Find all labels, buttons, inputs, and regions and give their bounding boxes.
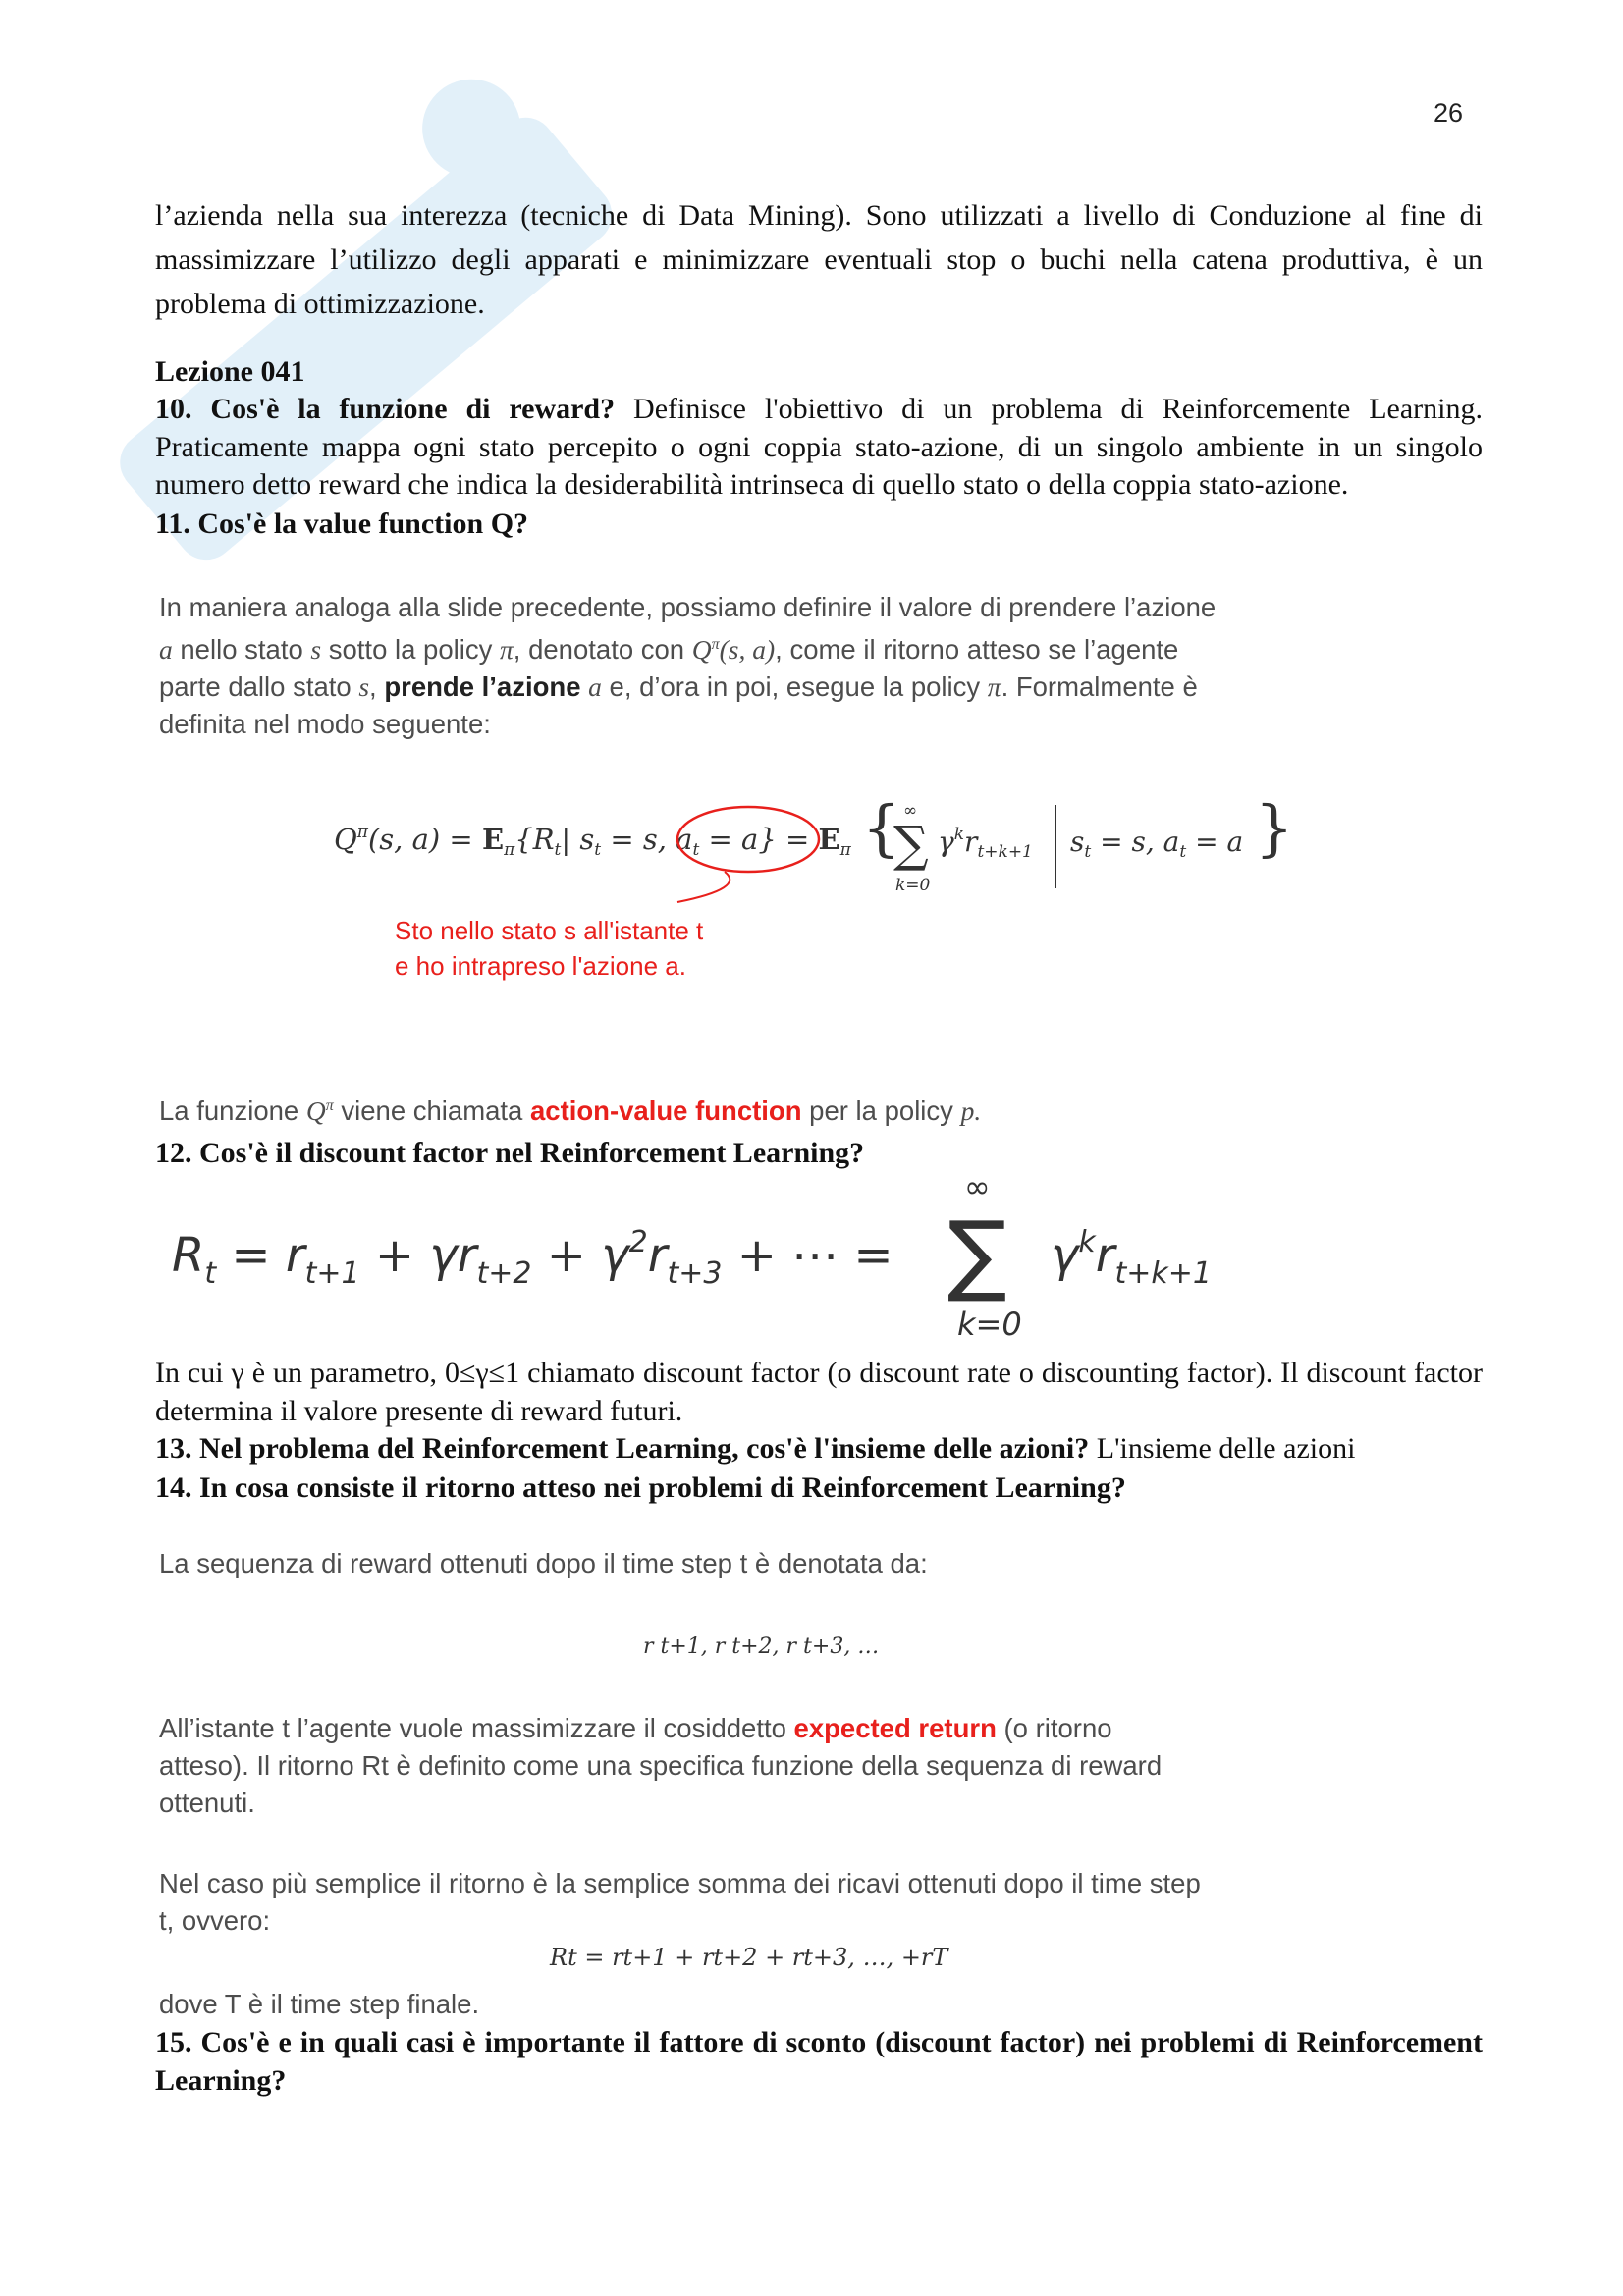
svg-text:γkrt+k+1: $\gamma^kr_{t+k+1}$ xyxy=(938,825,1033,862)
lesson-title: Lezione 041 xyxy=(155,355,305,388)
intro-paragraph: l’azienda nella sua interezza (tecniche di Data Mining). Sono utilizzati a livello di Conduzione al fine di massimizzare l’utilizzo degli apparati e minimizzare eventuali stop o buchi nella catena produttiva, è un problema di ottimizzazione. xyxy=(155,199,1483,320)
q-function-formula xyxy=(324,780,1306,908)
formula-annotation xyxy=(395,913,703,984)
q14-slide-line1: La sequenza di reward ottenuti dopo il time step t è denotata da: xyxy=(159,1548,928,1578)
q15-question: 15. Cos'è e in quali casi è importante il fattore di sconto (discount factor) nei problemi di Reinforcement Learning? xyxy=(155,2026,1483,2097)
q14-slide-p2 xyxy=(159,1710,1162,1822)
svg-text:∞: ∞ xyxy=(964,1168,991,1205)
q11-slide-line2: a nello stato s sotto la policy π, denotato con $Q^\pi(s$, a), come il ritorno atteso se l’agente xyxy=(159,634,1179,666)
return-sum-formula: Rt = rt+1 + rt+2 + rt+3, …, +rT xyxy=(550,1944,948,1971)
q12-question: 12. Cos'è il discount factor nel Reinforcement Learning? xyxy=(155,1137,865,1169)
q14-slide-p3 xyxy=(159,1865,1201,1940)
reward-sequence: r t+1, r t+2, r t+3, … xyxy=(643,1634,880,1659)
svg-text:}: } xyxy=(1255,792,1294,864)
annotation-line1: Sto nello stato s all'istante t xyxy=(395,916,704,945)
expected-return-highlight: expected return xyxy=(793,1713,997,1743)
q14-slide-p4: dove T è il time step finale. xyxy=(159,1989,480,2019)
q12-answer: In cui γ è un parametro, 0≤γ≤1 chiamato discount factor (o discount rate o discounting factor). Il discount factor determina il valore presente di reward futuri. xyxy=(155,1357,1483,1427)
page-number: 26 xyxy=(1434,98,1464,128)
q14-p3-line1: Nel caso più semplice il ritorno è la semplice somma dei ricavi ottenuti dopo il time step xyxy=(159,1868,1201,1898)
action-value-highlight: action-value function xyxy=(529,1095,802,1127)
q10-paragraph xyxy=(155,391,1483,505)
q14-p3-line2: t, ovvero: xyxy=(159,1905,271,1936)
q10-answer: Definisce l'obiettivo di un problema di Reinforcemente Learning. Praticamente mappa ogni stato percepito o ogni coppia stato-azione, di un singolo ambiente in un singolo numero detto reward che indica la desiderabilità intrinseca di quello stato o della coppia stato-azione. xyxy=(155,393,1484,501)
svg-text:k=0: k=0 xyxy=(895,876,931,895)
svg-text:Qπ(s, a) = Eπ{Rt| st = s, at =: $Q^\pi(s$, $a) = E_\pi\{R_t|$ $s_t = s$, $a_t = a\} = E_\pi$ xyxy=(334,823,851,860)
q11-slide-text xyxy=(159,589,1216,743)
svg-text:Rt = rt+1 + γrt+2 + γ2rt+3 + ⋯: $R_t = r_{t+1} + \gamma r_{t+2} + \gamma^2r_{t+3}$ + ⋯ = xyxy=(172,1225,893,1291)
q14-p2-line3: ottenuti. xyxy=(159,1788,255,1818)
q11-footer: La funzione $Q^\pi$ viene chiamata action-value function per la policy p. xyxy=(159,1095,982,1127)
q13-answer: L'insieme delle azioni xyxy=(1089,1432,1356,1465)
q14-p2-line1: All’istante t l’agente vuole massimizzare il cosiddetto expected return (o ritorno xyxy=(159,1713,1112,1743)
q14-question: 14. In cosa consiste il ritorno atteso nei problemi di Reinforcement Learning? xyxy=(155,1470,1126,1504)
q14-p2-line2: atteso). Il ritorno Rt è definito come una specifica funzione della sequenza di reward xyxy=(159,1750,1163,1781)
svg-text:st = s, at = a: $s_t = s$, $a_t = a$ xyxy=(1070,826,1244,862)
svg-text:k=0: k=0 xyxy=(957,1306,1022,1343)
q13-question: 13. Nel problema del Reinforcement Learning, cos'è l'insieme delle azioni? xyxy=(155,1432,1090,1465)
svg-text:∞: ∞ xyxy=(903,801,918,821)
q11-slide-line4: definita nel modo seguente: xyxy=(159,709,491,740)
q13-paragraph xyxy=(155,1430,1483,1468)
svg-text:∑: ∑ xyxy=(947,1202,1007,1306)
svg-text:∑: ∑ xyxy=(893,816,929,873)
q11-slide-line3: parte dallo stato s, prende l’azione a e, d’ora in poi, esegue la policy π. Formalmente è xyxy=(159,671,1198,703)
svg-text:γkrt+k+1: $\gamma^kr_{t+k+1}$ xyxy=(1051,1225,1213,1291)
q11-slide-line1: In maniera analoga alla slide precedente, possiamo definire il valore di prendere l’azione xyxy=(159,592,1217,622)
discounted-return-formula xyxy=(157,1168,1286,1345)
annotation-line2: e ho intrapreso l'azione a. xyxy=(395,951,686,981)
q11-question: 11. Cos'è la value function Q? xyxy=(155,507,529,540)
svg-text:{: { xyxy=(862,792,901,864)
q10-question: 10. Cos'è la funzione di reward? xyxy=(155,393,616,425)
